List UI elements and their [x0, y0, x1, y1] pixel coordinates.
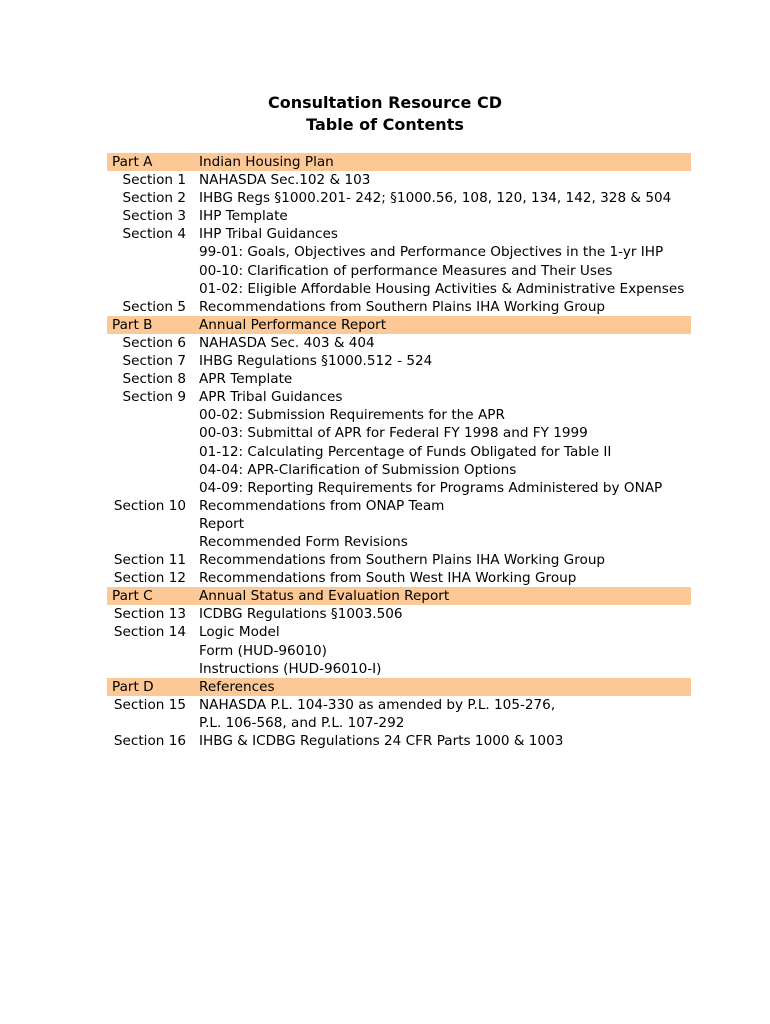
section-label	[107, 406, 199, 424]
entry-title: Recommendations from ONAP Team	[199, 497, 445, 514]
entry-title: P.L. 106-568, and P.L. 107-292	[199, 714, 405, 731]
section-label: Section 1	[122, 172, 186, 189]
toc-section-row	[107, 207, 691, 225]
entry-title: Logic Model	[199, 624, 280, 641]
entry-title: 04-04: APR-Clarification of Submission Options	[199, 461, 517, 478]
toc-item-row	[107, 461, 691, 479]
toc-section-row	[107, 225, 691, 243]
toc-item-row	[107, 424, 691, 442]
toc-section-row	[107, 370, 691, 388]
toc-part-row	[107, 678, 691, 696]
toc-item-row	[107, 642, 691, 660]
entry-title: Instructions (HUD-96010-I)	[199, 660, 382, 677]
section-label: Section 6	[122, 334, 186, 351]
toc-part-row	[107, 153, 691, 171]
section-label	[107, 461, 199, 479]
section-label: Section 7	[122, 353, 186, 370]
section-label	[107, 424, 199, 442]
section-label	[107, 642, 199, 660]
section-label: Section 10	[113, 497, 186, 514]
toc-part-row	[107, 587, 691, 605]
toc-section-row	[107, 497, 691, 515]
toc-section-row	[107, 334, 691, 352]
table-of-contents	[107, 153, 691, 750]
entry-title: 00-03: Submittal of APR for Federal FY 1998 and FY 1999	[199, 425, 588, 442]
entry-title: Recommendations from South West IHA Working Group	[199, 570, 577, 587]
toc-item-row	[107, 533, 691, 551]
section-label	[107, 479, 199, 497]
entry-title: APR Template	[199, 371, 293, 388]
section-label: Section 16	[113, 733, 186, 749]
section-label: Section 15	[113, 696, 186, 713]
toc-section-row	[107, 623, 691, 641]
entry-title: Report	[199, 515, 245, 532]
toc-section-row	[107, 569, 691, 587]
toc-section-row	[107, 551, 691, 569]
entry-title: Recommendations from Southern Plains IHA Working Group	[199, 552, 606, 569]
part-label: Part C	[112, 588, 153, 605]
entry-title: Form (HUD-96010)	[199, 642, 327, 659]
toc-item-row	[107, 243, 691, 261]
entry-title: NAHASDA P.L. 104-330 as amended by P.L. 105-276,	[199, 696, 556, 713]
toc-item-row	[107, 515, 691, 533]
toc-section-row	[107, 696, 691, 714]
toc-item-row	[107, 660, 691, 678]
section-label	[107, 443, 199, 461]
part-label: Part D	[112, 678, 154, 695]
toc-item-row	[107, 262, 691, 280]
section-label: Section 13	[113, 606, 186, 623]
title-line-1: Consultation Resource CD	[268, 93, 502, 112]
entry-title: 00-10: Clarification of performance Measures and Their Uses	[199, 262, 613, 279]
section-label: Section 14	[113, 624, 186, 641]
part-title: References	[199, 678, 275, 695]
toc-section-row	[107, 352, 691, 370]
toc-item-row	[107, 714, 691, 732]
part-label: Part A	[112, 154, 153, 170]
part-title: Annual Performance Report	[199, 316, 387, 333]
entry-title: NAHASDA Sec. 403 & 404	[199, 334, 375, 351]
section-label	[107, 515, 199, 533]
document-title	[0, 92, 770, 136]
toc-item-row	[107, 479, 691, 497]
section-label	[107, 714, 199, 732]
entry-title: ICDBG Regulations §1003.506	[199, 606, 403, 623]
title-line-2: Table of Contents	[306, 115, 464, 134]
toc-section-row	[107, 732, 691, 750]
entry-title: NAHASDA Sec.102 & 103	[199, 172, 371, 189]
section-label: Section 4	[122, 226, 186, 243]
section-label: Section 11	[113, 552, 186, 569]
toc-section-row	[107, 605, 691, 623]
toc-part-row	[107, 316, 691, 334]
part-title: Indian Housing Plan	[199, 154, 334, 170]
entry-title: 04-09: Reporting Requirements for Programs Administered by ONAP	[199, 479, 663, 496]
section-label	[107, 533, 199, 551]
part-label: Part B	[112, 316, 153, 333]
entry-title: IHP Tribal Guidances	[199, 226, 338, 243]
section-label	[107, 243, 199, 261]
section-label	[107, 262, 199, 280]
entry-title: IHBG Regs §1000.201- 242; §1000.56, 108, 120, 134, 142, 328 & 504	[199, 190, 672, 207]
toc-item-row	[107, 443, 691, 461]
section-label: Section 3	[122, 208, 186, 225]
section-label: Section 8	[122, 371, 186, 388]
section-label: Section 5	[122, 298, 186, 315]
section-label	[107, 280, 199, 298]
toc-section-row	[107, 298, 691, 316]
entry-title: Recommended Form Revisions	[199, 533, 408, 550]
entry-title: 00-02: Submission Requirements for the APR	[199, 407, 505, 424]
entry-title: 99-01: Goals, Objectives and Performance Objectives in the 1-yr IHP	[199, 244, 664, 261]
toc-section-row	[107, 171, 691, 189]
toc-section-row	[107, 189, 691, 207]
section-label: Section 12	[113, 570, 186, 587]
toc-section-row	[107, 388, 691, 406]
section-label	[107, 660, 199, 678]
entry-title: IHBG Regulations §1000.512 - 524	[199, 353, 433, 370]
entry-title: APR Tribal Guidances	[199, 389, 343, 406]
part-title: Annual Status and Evaluation Report	[199, 588, 450, 605]
section-label: Section 2	[122, 190, 186, 207]
entry-title: IHP Template	[199, 208, 288, 225]
toc-item-row	[107, 280, 691, 298]
toc-item-row	[107, 406, 691, 424]
entry-title: IHBG & ICDBG Regulations 24 CFR Parts 1000 & 1003	[199, 733, 564, 749]
section-label: Section 9	[122, 389, 186, 406]
entry-title: 01-12: Calculating Percentage of Funds Obligated for Table II	[199, 443, 612, 460]
entry-title: 01-02: Eligible Affordable Housing Activities & Administrative Expenses	[199, 280, 685, 297]
entry-title: Recommendations from Southern Plains IHA Working Group	[199, 298, 606, 315]
